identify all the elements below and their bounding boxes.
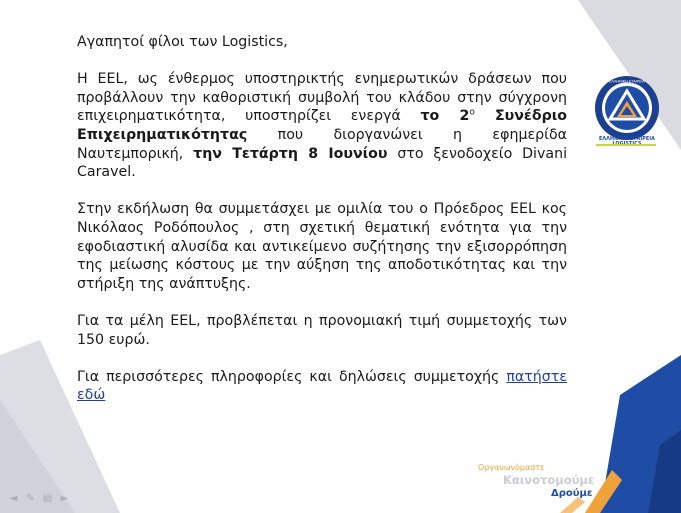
paragraph-price: Για τα μέλη ΕΕL, προβλέπεται η προνομιακή τιμή συμμετοχής των 150 ευρώ. [77,312,567,348]
p1-text-a: Η ΕΕL, ως ένθερμος υποστηρικτής ενημερωτικών δράσεων που προβάλλουν την καθοριστική συμβολή του κλάδου στην σύγχρονη επιχειρηματικότητα, υποστηρίζει ενεργά [77,71,567,125]
tagline-innovate: Καινοτομούμε [503,473,595,487]
logo-caption: ΕΛΛΗΝΙΚΗ ΕΤΑΙΡΕΙΑ [599,137,655,142]
paragraph-speech: Στην εκδήλωση θα συμμετάσχει με ομιλία του ο Πρόεδρος ΕΕL κος Νικόλαος Ροδόπουλος , στη σχετική θεματική ενότητα για την εφοδιαστική αλυσίδα και αντικείμενο συζήτησης την εξισορρόπηση της μείωσης κόστους με την αύξηση της αποδοτικότητας και την στήριξη της ανάπτυξης. [77,201,567,292]
p1-bold-date: την Τετάρτη 8 Ιουνίου [193,145,388,162]
tagline-organize: Οργανωνόμαστε [478,463,545,472]
p1-text-d: που διοργανώνει η εφημερίδα Ναυτεμπορική, [77,126,567,162]
logo-arc-text: ΕΛΛΗΝΙΚΗ ΕΤΑΙΡΕΙΑ [609,79,645,84]
menu-icon[interactable]: ▤ [42,493,53,504]
eel-logo-icon [592,75,662,145]
click-here-link[interactable]: πατήστε εδώ [77,368,567,404]
p1-bold-c: Συνέδριο Επιχειρηματικότητας [77,108,568,143]
p1-superscript: ο [469,107,475,118]
p1-bold-b: το 2 [420,108,470,125]
paragraph-support [77,70,567,182]
letter-body [77,33,567,405]
slideshow-toolbar [8,493,70,507]
prev-slide-icon[interactable]: ◄ [9,493,18,504]
tagline-act: Δρούμε [551,488,593,499]
pen-icon[interactable]: ✎ [26,493,35,504]
logo-color-strip [596,144,656,146]
greeting: Αγαπητοί φίλοι των Logistics, [77,34,288,50]
next-slide-icon[interactable]: ► [60,493,69,504]
orange-accent-small [560,497,585,513]
p1-text-f: στο ξενοδοχείο Divani Caravel. [77,145,568,181]
paragraph-info [77,368,567,405]
info-text: Για περισσότερες πληροφορίες και δηλώσεις συμμετοχής [77,368,507,385]
